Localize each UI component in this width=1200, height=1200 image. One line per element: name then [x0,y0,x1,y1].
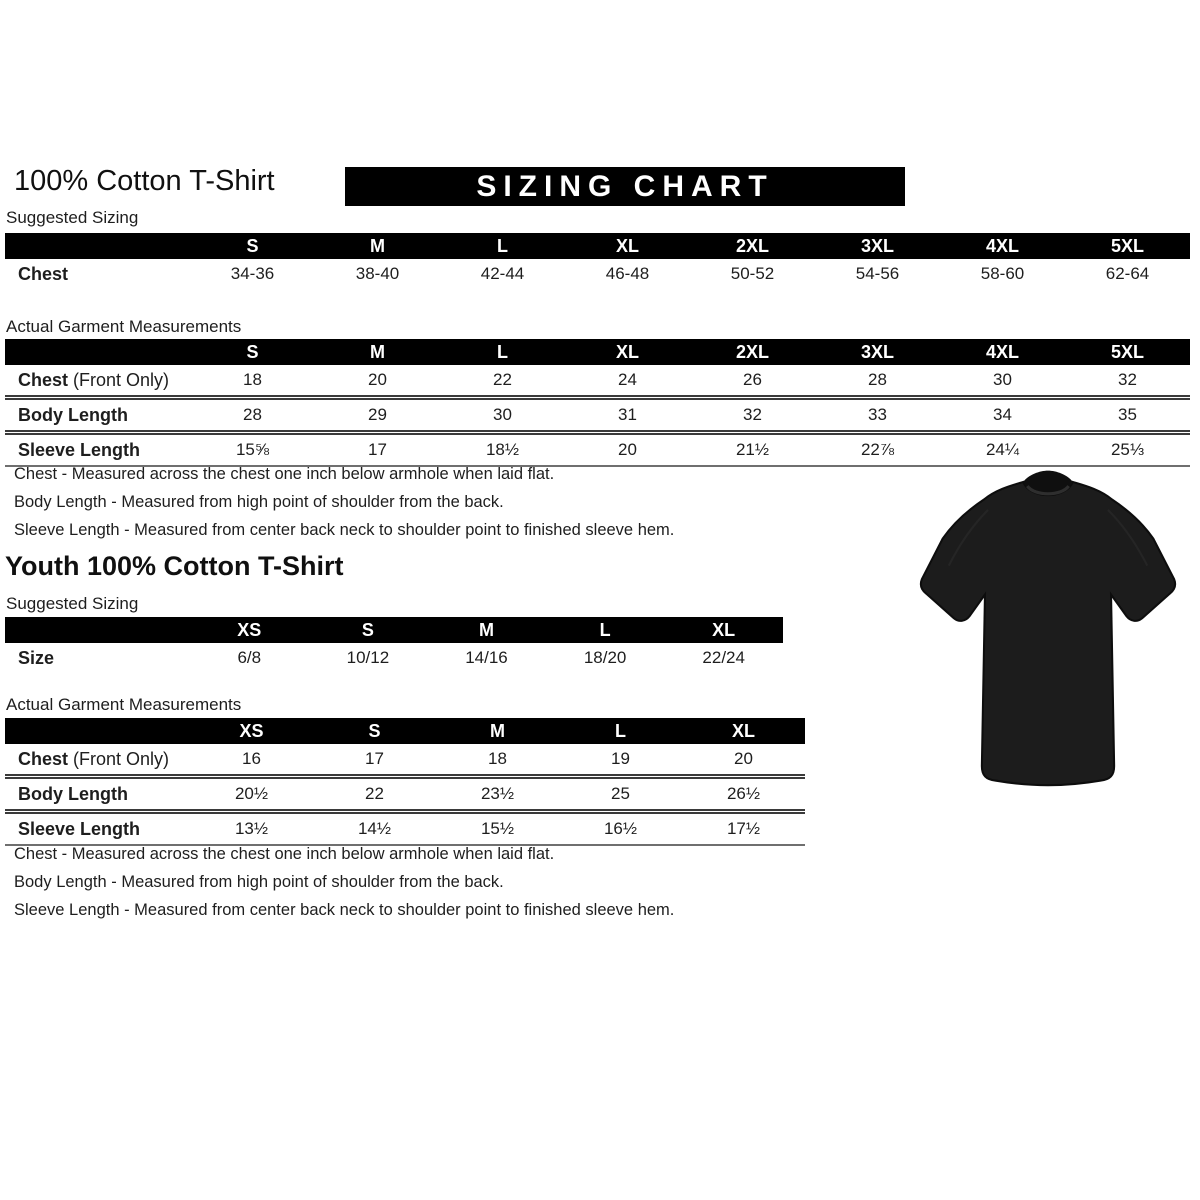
youth-suggested-sizing-label: Suggested Sizing [6,594,139,613]
table-row [5,643,783,673]
table-cell: 15⅝ [235,440,270,459]
table-cell: 13½ [234,819,269,838]
adult-suggested-header-row [5,233,1190,259]
table-cell: 17½ [726,819,761,838]
table-cell: 50-52 [730,264,775,283]
row-label-suffix: (Front Only) [68,370,170,390]
table-row [5,259,1190,289]
table-cell: 22 [493,370,512,389]
adult-measurement-notes [14,460,674,544]
row-label: Chest [18,749,69,769]
table-cell: 58-60 [980,264,1025,283]
adult-actual-measurements-label: Actual Garment Measurements [6,317,242,336]
youth-actual-measurements-label: Actual Garment Measurements [6,695,242,714]
header-cell: L [497,236,508,256]
header-cell: M [478,620,494,640]
adult-actual-header-row [5,339,1190,365]
table-cell: 54-56 [855,264,900,283]
page-title: 100% Cotton T-Shirt [14,165,275,197]
note-line: Sleeve Length - Measured from center back neck to shoulder point to finished sleeve hem. [14,901,675,919]
header-cell: S [246,342,259,362]
header-cell: XL [615,342,639,362]
header-cell: XL [712,620,736,640]
table-row [5,774,805,809]
table-cell: 30 [993,370,1012,389]
table-cell: 26½ [726,784,761,803]
tshirt-graphic [893,458,1200,820]
table-cell: 20½ [234,784,269,803]
header-cell: 3XL [860,342,894,362]
row-label: Body Length [18,784,128,804]
table-cell: 14½ [357,819,392,838]
table-cell: 34 [993,405,1012,424]
header-cell: L [615,721,626,741]
table-cell: 28 [243,405,262,424]
row-label: Size [18,648,55,668]
table-cell: 46-48 [605,264,650,283]
table-cell: 18 [243,370,262,389]
table-cell: 32 [1118,370,1137,389]
table-cell: 16½ [603,819,638,838]
table-cell: 25 [611,784,630,803]
header-cell: S [246,236,259,256]
table-cell: 15½ [480,819,515,838]
table-cell: 22 [365,784,384,803]
header-cell: 3XL [860,236,894,256]
table-cell: 10/12 [346,648,390,667]
table-cell: 42-44 [480,264,525,283]
table-cell: 6/8 [237,648,262,667]
youth-suggested-header-row [5,617,783,643]
note-line: Sleeve Length - Measured from center back neck to shoulder point to finished sleeve hem. [14,521,675,539]
adult-suggested-sizing-table [5,233,1190,289]
black-tshirt-image [893,458,1200,820]
table-cell: 25⅓ [1110,440,1145,459]
header-cell: 5XL [1110,342,1144,362]
table-cell: 16 [242,749,261,768]
youth-actual-measurements-table [5,718,805,846]
sizing-chart-banner: SIZING CHART [345,167,905,206]
header-cell: 5XL [1110,236,1144,256]
table-cell: 28 [868,370,887,389]
header-cell: XS [239,721,264,741]
youth-suggested-sizing-table [5,617,783,673]
row-label: Sleeve Length [18,440,141,460]
table-row [5,365,1190,395]
row-label: Body Length [18,405,128,425]
table-cell: 22⅞ [860,440,895,459]
header-cell: XL [731,721,755,741]
table-cell: 24¼ [985,440,1020,459]
table-cell: 23½ [480,784,515,803]
header-cell: L [497,342,508,362]
table-cell: 20 [734,749,753,768]
table-cell: 21½ [735,440,770,459]
table-cell: 34-36 [230,264,275,283]
table-cell: 35 [1118,405,1137,424]
note-line: Chest - Measured across the chest one inch below armhole when laid flat. [14,465,555,483]
header-cell: 2XL [735,236,769,256]
header-cell: S [361,620,374,640]
table-cell: 20 [368,370,387,389]
table-row [5,744,805,774]
header-cell-empty [5,233,190,259]
header-cell-empty [5,617,190,643]
youth-actual-header-row [5,718,805,744]
youth-measurement-notes [14,840,674,924]
table-cell: 18/20 [583,648,627,667]
table-cell: 22/24 [702,648,745,667]
header-cell: S [368,721,381,741]
header-cell: XL [615,236,639,256]
note-line: Body Length - Measured from high point of shoulder from the back. [14,873,504,891]
row-label: Chest [18,264,69,284]
table-cell: 62-64 [1105,264,1150,283]
table-cell: 20 [618,440,637,459]
table-row [5,395,1190,430]
table-cell: 17 [365,749,384,768]
header-cell: XS [237,620,262,640]
table-cell: 17 [368,440,387,459]
table-cell: 32 [743,405,762,424]
row-label: Chest [18,370,69,390]
table-cell: 31 [618,405,637,424]
header-cell-empty [5,339,190,365]
table-cell: 33 [868,405,887,424]
table-cell: 19 [611,749,630,768]
table-cell: 26 [743,370,762,389]
row-label: Sleeve Length [18,819,141,839]
header-cell: M [490,721,505,741]
header-cell: 4XL [985,236,1019,256]
adult-actual-measurements-table [5,339,1190,467]
table-cell: 24 [618,370,637,389]
header-cell: 2XL [735,342,769,362]
table-cell: 14/16 [465,648,508,667]
table-cell: 18 [488,749,507,768]
header-cell: M [370,342,385,362]
table-cell: 30 [493,405,512,424]
header-cell: M [370,236,385,256]
header-cell: 4XL [985,342,1019,362]
table-cell: 38-40 [355,264,400,283]
youth-section-title: Youth 100% Cotton T-Shirt [5,551,344,581]
note-line: Body Length - Measured from high point of shoulder from the back. [14,493,504,511]
row-label-suffix: (Front Only) [68,749,170,769]
adult-suggested-sizing-label: Suggested Sizing [6,208,139,227]
header-cell-empty [5,718,190,744]
table-cell: 18½ [485,440,520,459]
header-cell: L [599,620,611,640]
note-line: Chest - Measured across the chest one inch below armhole when laid flat. [14,845,555,863]
table-cell: 29 [368,405,387,424]
